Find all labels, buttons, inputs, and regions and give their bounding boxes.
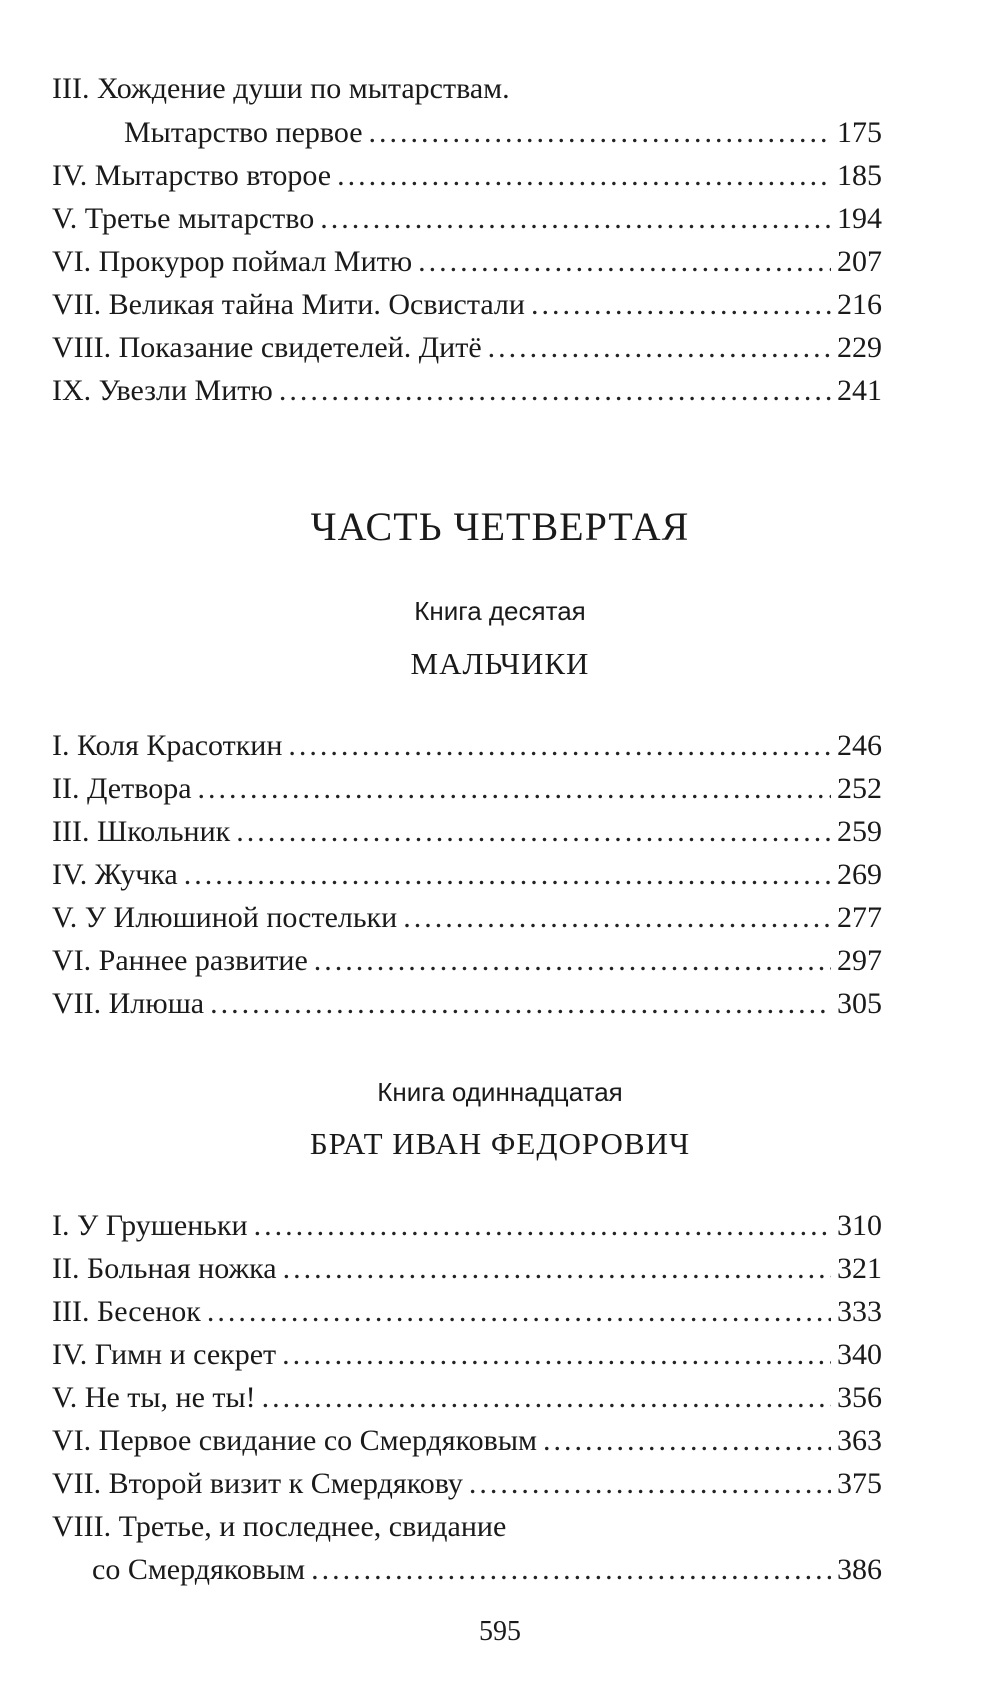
toc-entry-page: 241: [837, 374, 882, 407]
toc-entry-title: I. У Грушеньки: [52, 1209, 248, 1242]
dot-leader: [236, 809, 831, 855]
toc-entry-line1: VIII. Третье, и последнее, свидание: [52, 1510, 507, 1543]
toc-entry-title: VI. Раннее развитие: [52, 944, 308, 977]
toc-entry-title: III. Школьник: [52, 815, 231, 848]
part-title: ЧАСТЬ ЧЕТВЕРТАЯ: [310, 504, 690, 549]
toc-entry-title: VI. Первое свидание со Смердяковым: [52, 1424, 537, 1457]
toc-entry-title: IV. Жучка: [52, 858, 178, 891]
toc-entry: [52, 1246, 882, 1292]
toc-entry: [52, 1547, 882, 1593]
dot-leader: [469, 1461, 831, 1507]
toc-entry-page: 310: [837, 1209, 882, 1242]
dot-leader: [207, 1289, 831, 1335]
toc-entry-page: 246: [837, 729, 882, 762]
dot-leader: [288, 723, 831, 769]
toc-entry-page: 259: [837, 815, 882, 848]
dot-leader: [210, 981, 831, 1027]
toc-entry-page: 297: [837, 944, 882, 977]
dot-leader: [198, 766, 831, 812]
toc-entry-title: VII. Илюша: [52, 987, 205, 1020]
toc-entry: [52, 1418, 882, 1464]
dot-leader: [369, 110, 831, 156]
toc-entry-page: 194: [837, 202, 882, 235]
toc-entry-page: 185: [837, 159, 882, 192]
toc-entry-title: со Смердяковым: [92, 1553, 306, 1586]
toc-entry: [52, 938, 882, 984]
toc-entry: [52, 1289, 882, 1335]
toc-entry-title: V. Не ты, не ты!: [52, 1381, 256, 1414]
toc-entry-title: VII. Второй визит к Смердякову: [52, 1467, 463, 1500]
dot-leader: [531, 282, 831, 328]
toc-entry-page: 305: [837, 987, 882, 1020]
dot-leader: [320, 196, 831, 242]
toc-entry-page: 175: [837, 116, 882, 149]
dot-leader: [184, 852, 831, 898]
toc-entry-page: 340: [837, 1338, 882, 1371]
toc-entry: [52, 809, 882, 855]
toc-entry: [52, 239, 882, 285]
toc-entry: [52, 766, 882, 812]
book-title: БРАТ ИВАН ФЕДОРОВИЧ: [309, 1126, 691, 1161]
toc-entry-page: 356: [837, 1381, 882, 1414]
toc-entry-title: III. Бесенок: [52, 1295, 201, 1328]
toc-entry-page: 252: [837, 772, 882, 805]
dot-leader: [488, 325, 831, 371]
toc-entry: [52, 368, 882, 414]
dot-leader: [262, 1375, 831, 1421]
toc-entry: [52, 110, 882, 156]
book-title: МАЛЬЧИКИ: [410, 646, 590, 681]
toc-entry-page: 321: [837, 1252, 882, 1285]
toc-entry-page: 207: [837, 245, 882, 278]
toc-entry: [52, 196, 882, 242]
dot-leader: [283, 1246, 831, 1292]
dot-leader: [418, 239, 831, 285]
dot-leader: [314, 938, 831, 984]
dot-leader: [403, 895, 831, 941]
toc-entry-page: 216: [837, 288, 882, 321]
toc-entry-title: V. Третье мытарство: [52, 202, 315, 235]
toc-entry: [52, 282, 882, 328]
toc-entry: [52, 1203, 882, 1249]
dot-leader: [543, 1418, 831, 1464]
toc-entry: [52, 852, 882, 898]
toc-entry: [52, 153, 882, 199]
toc-entry-page: 269: [837, 858, 882, 891]
toc-entry-title: II. Детвора: [52, 772, 192, 805]
page-number: 595: [479, 1616, 521, 1647]
toc-entry-title: VIII. Показание свидетелей. Дитё: [52, 331, 482, 364]
book-label: Книга десятая: [414, 596, 586, 626]
book-label: Книга одиннадцатая: [377, 1077, 623, 1107]
toc-entry: [52, 325, 882, 371]
toc-entry-line1: III. Хождение души по мытарствам.: [52, 72, 510, 105]
dot-leader: [254, 1203, 831, 1249]
toc-entry-title: VI. Прокурор поймал Митю: [52, 245, 413, 278]
toc-entry-page: 386: [837, 1553, 882, 1586]
toc-entry-page: 375: [837, 1467, 882, 1500]
dot-leader: [279, 368, 831, 414]
toc-entry-title: II. Больная ножка: [52, 1252, 277, 1285]
toc-entry-title: VII. Великая тайна Мити. Освистали: [52, 288, 525, 321]
toc-entry-title: I. Коля Красоткин: [52, 729, 283, 762]
toc-entry-page: 333: [837, 1295, 882, 1328]
dot-leader: [311, 1547, 831, 1593]
dot-leader: [337, 153, 831, 199]
toc-entry-title: IX. Увезли Митю: [52, 374, 273, 407]
toc-entry: [52, 1375, 882, 1421]
toc-entry-page: 229: [837, 331, 882, 364]
toc-entry-title: V. У Илюшиной постельки: [52, 901, 398, 934]
toc-entry: [52, 1332, 882, 1378]
toc-entry: [52, 981, 882, 1027]
dot-leader: [282, 1332, 831, 1378]
toc-entry: [52, 723, 882, 769]
toc-entry-page: 363: [837, 1424, 882, 1457]
toc-entry-page: 277: [837, 901, 882, 934]
toc-entry-title: Мытарство первое: [124, 116, 363, 149]
toc-entry: [52, 895, 882, 941]
toc-entry: [52, 1461, 882, 1507]
toc-entry-title: IV. Мытарство второе: [52, 159, 332, 192]
toc-entry-title: IV. Гимн и секрет: [52, 1338, 277, 1371]
